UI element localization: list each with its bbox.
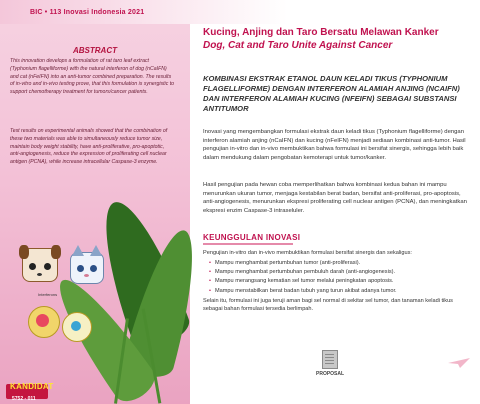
nucleus-icon <box>71 321 81 331</box>
list-item: • Mampu menghambat pertumbuhan tumor (anti-proliferasi). <box>209 259 469 268</box>
abstract-title: ABSTRACT <box>73 46 117 55</box>
interferon-diagram <box>26 292 96 356</box>
advantages-underline <box>203 243 293 245</box>
abstract-paragraph-2: Test results on experimental animals showed that the combination of these two materials was able to simultaneously reduce tumor size, maintain body weight stability, have anti-proliferative, pro-apoptotic, anti-angiogenesis, reduce the expression of proliferating cell nuclear antigen (PCNA), while increase intracellular Caspase-3 enzyme. <box>10 128 168 166</box>
cat-icon <box>70 252 104 284</box>
advantages-intro: Pengujian in-vitro dan in-vivo membuktikan formulasi bersifat sinergis dan sekaligus: <box>203 250 412 256</box>
body-paragraph-1: Inovasi yang mengembangkan formulasi ekstrak daun keladi tikus (Typhonium flagelliforme) dengan interferon alamiah anjing (nCaIFN) dan kucing (nFeIFN) menjadi sediaan kombinasi anti-tumor. Hasil pengujian in-vitro dan in-vivo membuktikan bahwa formulasi ini bersifat sinergis, sehingga lebih baik dalam mendukung dalam pengobatan kemoterapi untuk tumor/kanker. <box>203 129 466 161</box>
title-indonesian: Kucing, Anjing dan Taro Bersatu Melawan Kanker <box>203 27 439 38</box>
advantages-list <box>209 259 469 296</box>
title-english: Dog, Cat and Taro Unite Against Cancer <box>203 40 393 51</box>
nucleus-icon <box>36 314 49 327</box>
subtitle: KOMBINASI EKSTRAK ETANOL DAUN KELADI TIKUS (TYPHONIUM FLAGELLIFORME) DENGAN INTERFERON ALAMIAH ANJING (NCAIFN) DAN INTERFERON ALAMIAH KUCING (NFEIFN) SEBAGAI SUBSTANSI ANTITUMOR <box>203 74 460 113</box>
list-item: • Mampu menghambat pertumbuhan pembuluh darah (anti-angiogenesis). <box>209 268 469 277</box>
list-item: • Mampu menstabilkan berat badan tubuh yang turun akibat adanya tumor. <box>209 287 469 296</box>
proposal-document-icon[interactable] <box>322 350 338 369</box>
advantages-title: KEUNGGULAN INOVASI <box>203 233 301 242</box>
body-paragraph-2: Hasil pengujian pada hewan coba memperlihatkan bahwa kombinasi kedua bahan ini mampu menurunkan ukuran tumor, menjaga kestabilan berat badan, bersifat anti-proliferasi, pro-apoptosis, anti-angiogenesis, menurunkan ekspresi proliferating cell nuclear antigen (PCNA), dan meningkatkan ekspresi enzim Caspase-3 intraseluler. <box>203 182 467 214</box>
dog-icon <box>22 248 58 282</box>
kandidat-number: 5752 - 011 <box>12 396 36 402</box>
proposal-label[interactable]: PROPOSAL <box>316 371 345 377</box>
list-item: • Mampu merangsang kematian sel tumor melalui peningkatan apoptosis. <box>209 277 469 286</box>
header-tag: BIC • 113 Inovasi Indonesia 2021 <box>30 9 145 16</box>
kandidat-label: KANDIDAT <box>10 382 54 391</box>
abstract-paragraph-1: This innovation develops a formulation of rat taro leaf extract (Typhonium flagelliforme) with the natural interferon of dog (nCaIFN) and cat (nFeIFN) into an anti-tumor combined preparation. The results of in-vitro and in-vivo testing prove, that this formulation is synergistic to support chemotherapy treatment for tumors/cancer patients. <box>10 58 175 96</box>
diagram-label: Interferons <box>38 292 58 297</box>
paper-plane-icon <box>448 358 470 368</box>
advantages-note: Selain itu, formulasi ini juga teruji aman bagi sel normal di sekitar sel tumor, dan tanaman keladi tikus sebagai bahan formulasi tersedia berlimpah. <box>203 298 453 312</box>
